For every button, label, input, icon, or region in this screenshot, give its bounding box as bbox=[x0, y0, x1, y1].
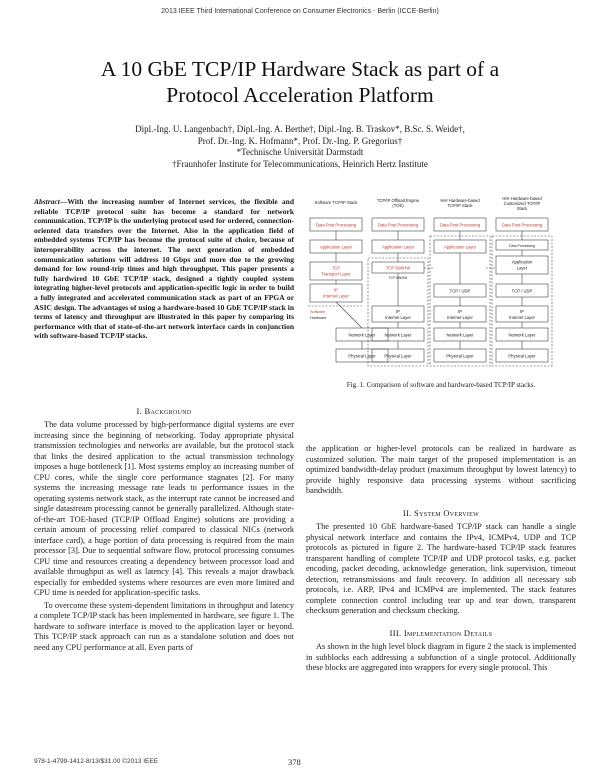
internet-layer-label: Internet Layer bbox=[509, 315, 535, 320]
affiliation-1: *Technische Universität Darmstadt bbox=[236, 147, 364, 157]
internet-layer-label: Internet Layer bbox=[447, 315, 473, 320]
column-title: TCP/IP Offload Engine bbox=[376, 198, 420, 203]
tcp-label: TCP bbox=[331, 265, 341, 271]
physical-layer-label: Physical Layer bbox=[384, 353, 412, 359]
section-heading-background bbox=[34, 406, 294, 416]
ip-label: IP bbox=[396, 309, 400, 314]
stack-comparison-diagram bbox=[306, 196, 576, 376]
ip-label: IP bbox=[334, 287, 338, 293]
application-layer-label: Application Layer bbox=[443, 244, 477, 250]
figure-caption: Fig. 1. Comparison of software and hardware-based TCP/IP stacks. bbox=[346, 381, 536, 389]
paper-title bbox=[40, 56, 560, 108]
tcp-hw-sw-label: TCP HW/SW bbox=[388, 276, 408, 280]
column-title: TCP/IP Stack bbox=[447, 203, 473, 208]
column-title: Stack bbox=[516, 206, 528, 211]
tcp-sw-hw-label: TCP SW/HW bbox=[385, 265, 411, 271]
internet-layer-label: Internet Layer bbox=[323, 293, 349, 299]
column-title: HHI Hardware-based bbox=[440, 198, 480, 203]
transport-layer-label: Transport Layer bbox=[321, 271, 351, 277]
application-layer-label: Application Layer bbox=[319, 244, 353, 250]
section-heading-system-overview bbox=[306, 508, 576, 519]
left-column-body bbox=[34, 420, 294, 653]
network-layer-label: Network Layer bbox=[508, 332, 536, 338]
physical-layer-label: Physical Layer bbox=[508, 353, 536, 359]
physical-layer-label: Physical Layer bbox=[446, 353, 474, 359]
paragraph: To overcome these system-dependent limitations in throughput and latency a complete TCP/IP stack has been implemented in hardware, see figure 1. The hardware to software interface is moved to the application layer or beyond. This TCP/IP stack approach can run as a standalone solution and does not need any CPU performance at all. Even parts of bbox=[34, 600, 294, 652]
figure-1 bbox=[306, 196, 576, 376]
abstract-text: —With the increasing number of Internet services, the flexible and reliable TCP/IP protocol suite has become a standard for network communication. TCP/IP is the underlying protocol used for ordered, connection-oriented data transfers over the Internet. Also in the application field of embedded systems TCP/IP has become the protocol suite of choice, because of interoperability across the internet. The next generation of embedded communication solutions will address 10 Gbps and more due to the growing demand for low round-trip times and high throughput. This paper presents a fully hardwired 10 GbE TCP/IP stack, designed a tightly coupled system integrating higher-level protocols and application-specific logic in order to build a fully integrated and accelerated communication stack as part of an FPGA or ASIC design. The advantages of using a hardware-based 10 GbE TCP/IP stack in terms of latency and throughput are illustrated in this paper by comparing its performance with that of state-of-the-art network interface cards in conjunction with software-based TCP/IP stacks. bbox=[34, 197, 294, 341]
data-post-processing-label: Data Post Processing bbox=[315, 222, 357, 228]
page-number: 378 bbox=[288, 757, 301, 767]
software-label: Software bbox=[310, 310, 325, 314]
column-title: HHI Hardware-based bbox=[502, 196, 542, 201]
custom-layer-label: Layer bbox=[516, 265, 528, 271]
copyright-footer: 978-1-4799-1412-8/13/$31.00 ©2013 IEEE bbox=[34, 758, 159, 765]
section-heading-implementation bbox=[306, 628, 576, 639]
tcp-udp-label: TCP / UDP bbox=[449, 288, 471, 294]
authors-line-1: Dipl.-Ing. U. Langenbach†, Dipl.-Ing. A. Berthe†, Dipl.-Ing. B. Traskov*, B.Sc. S. Weide†, bbox=[135, 124, 465, 134]
physical-layer-label: Physical Layer bbox=[348, 353, 376, 359]
section-title: Implementation Details bbox=[403, 627, 493, 638]
data-post-processing-label: Data Post Processing bbox=[501, 222, 543, 228]
section-number: II. bbox=[402, 507, 412, 518]
section-number: III. bbox=[389, 627, 402, 638]
author-block bbox=[30, 124, 570, 170]
network-layer-label: Network Layer bbox=[446, 332, 474, 338]
paragraph: The data volume processed by high-performance digital systems are ever increasing since the beginning of networking. Today appropriate physical transmission technologies and networks are available, but the protocol stack that links the desired application to the actual transmission technology imposes a huge bottleneck [1]. Most systems employ an increasing number of CPU cores, while the single core performance stagnates [2]. For many systems the increasing message rate leads to performance issues in the operating systems network stack, as the interrupt rate cannot be increased and single datastream processing cannot be generally parallelized. Although state-of-the-art TOE-based (TCP/IP Offload Engine) solutions are providing a certain amount of processing relief compared to classical NICs (network interface card), a huge portion of data processing is required from the main processor [3]. Due to sequential software flow, protocol processing consumes CPU time and resources creating a dependency between processor load and available throughput as well as latency [4]. This reveals a major drawback especially for embedded systems where resources are even more limited and CPU time is needed for application-specific tasks. bbox=[34, 420, 294, 597]
custom-application-label: Application bbox=[511, 259, 533, 265]
internet-layer-label: Internet Layer bbox=[385, 315, 411, 320]
data-post-processing-label: Data Post Processing bbox=[439, 222, 481, 228]
right-column-body bbox=[306, 444, 576, 674]
hardware-label: Hardware bbox=[310, 316, 327, 320]
network-layer-label: Network Layer bbox=[348, 332, 376, 338]
paragraph: As shown in the high level block diagram in figure 2 the stack is implemented in subblocks each addressing a subfunction of a single protocol. Additionally these blocks are aggregated into wrappers for every single protocol. This bbox=[306, 642, 576, 672]
section-title: System Overview bbox=[414, 507, 480, 518]
paragraph: The presented 10 GbE hardware-based TCP/IP stack can handle a single physical network interface and contains the IPv4, ICMPv4, UDP and TCP protocols as pictured in figure 2. The hardware-based TCP/IP stack features transparent handling of complete TCP/IP and UDP protocol tasks, e.g. packet encoding, packet decoding, acknowledge generation, link supervision, timeout detection, retransmissions and fault recovery. In addition all necessary sub protocols, i.e. ARP, IPv4 and ICMPv4 are implemented. The stack features complete connection control including tear up and tear down, transparent checksum generation and checksum checking. bbox=[306, 522, 576, 615]
conference-header: 2013 IEEE Third International Conference on Consumer Electronics - Berlin (ICCE-Berlin) bbox=[161, 8, 439, 15]
application-layer-label: Application Layer bbox=[381, 244, 415, 250]
column-title: Software TCP/IP Stack bbox=[314, 200, 358, 205]
title-line-2: Protocol Acceleration Platform bbox=[166, 83, 434, 107]
data-processing-label: Data Processing bbox=[509, 244, 535, 248]
column-title: Customized TCP/IP bbox=[503, 201, 541, 206]
tcp-udp-label: TCP / UDP bbox=[511, 288, 533, 294]
paragraph: the application or higher-level protocols can be realized in hardware as customized solution. The main target of the proposed implementation is an optimized bandwidth-delay product (maximum throughput by lowest latency) to provide highly responsive data processing systems without sacrificing bandwidth. bbox=[306, 444, 576, 495]
ip-label: IP bbox=[458, 309, 462, 314]
data-post-processing-label: Data Post Processing bbox=[377, 222, 419, 228]
column-title: (TOE) bbox=[392, 203, 404, 208]
affiliation-2: †Fraunhofer Institute for Telecommunications, Heinrich Hertz Institute bbox=[172, 158, 428, 169]
section-number: I. bbox=[136, 406, 143, 416]
authors-line-2: Prof. Dr.-Ing. K. Hofmann*, Prof. Dr.-Ing. P. Gregorius† bbox=[197, 135, 403, 146]
title-line-1: A 10 GbE TCP/IP Hardware Stack as part of a bbox=[100, 57, 500, 81]
ip-label: IP bbox=[520, 309, 524, 314]
network-layer-label: Network Layer bbox=[384, 332, 412, 338]
abstract bbox=[34, 197, 294, 341]
abstract-label: Abstract bbox=[34, 197, 60, 206]
section-title: Background bbox=[144, 406, 192, 416]
